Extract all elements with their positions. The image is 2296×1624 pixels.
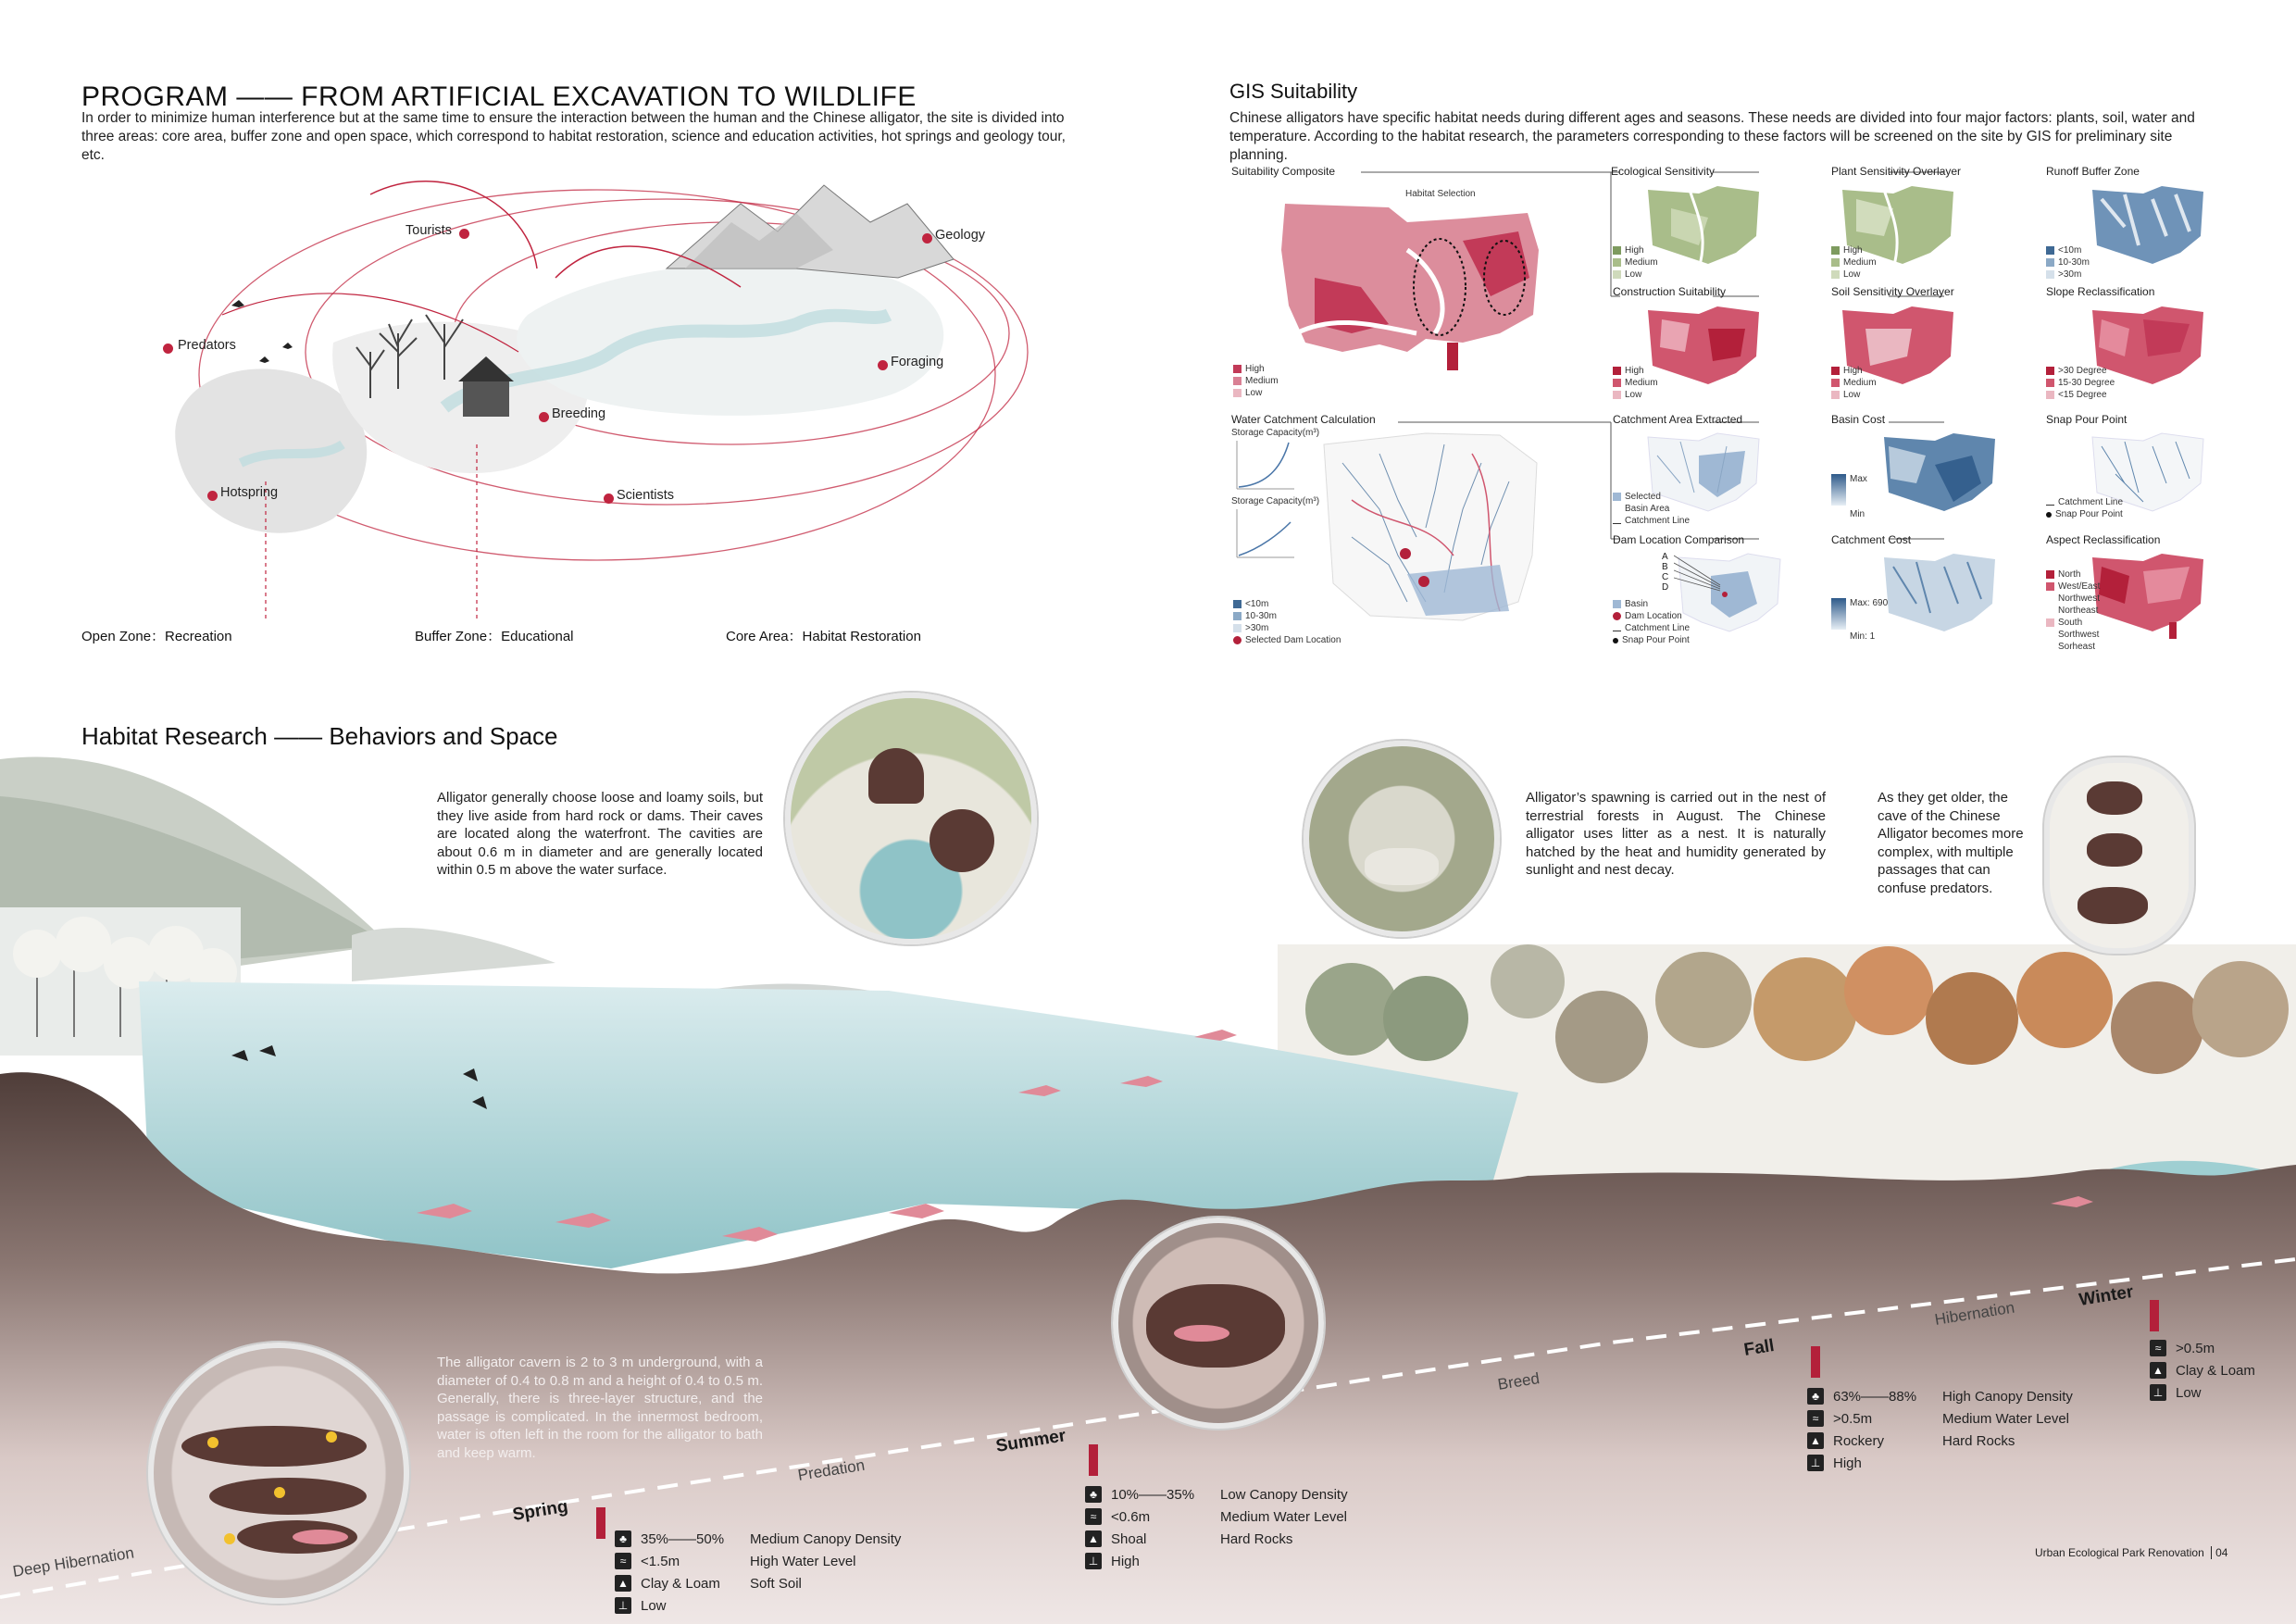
map-title-catchment-cost: Catchment Cost: [1831, 533, 1912, 546]
gis-title: GIS Suitability: [1229, 80, 1358, 103]
map-title-slope: Slope Reclassification: [2046, 285, 2155, 298]
scientists-label: Scientists: [617, 488, 675, 503]
dam-legend: Basin Dam Location Catchment Line Snap Pour Point: [1613, 598, 1690, 646]
open-zone-label: Open Zone：Recreation: [81, 629, 232, 644]
season-winter: Winter: [2078, 1281, 2135, 1310]
program-description: In order to minimize human interference but at the same time to ensure the interaction between the human and the Chinese alligator, the site is divided into three areas: core area, buffer zone and open space, which correspond to habitat restoration, science and education activities, hot springs and geology tour, etc.: [81, 110, 1066, 163]
catchment-cost-map: [1879, 548, 2000, 641]
soil-icon: ▲: [1085, 1530, 1102, 1547]
soil-legend: High Medium Low: [1831, 365, 1877, 401]
complex-cave-magnifier: [2044, 757, 2194, 954]
summer-marker: [1089, 1444, 1098, 1476]
temperature-icon: ⊥: [1807, 1455, 1824, 1471]
map-title-dam: Dam Location Comparison: [1613, 533, 1745, 546]
temperature-icon: ⊥: [2150, 1384, 2166, 1401]
tree-icon: ♣: [1085, 1486, 1102, 1503]
storage-capacity-label-2: Storage Capacity(m³): [1231, 496, 1320, 506]
map-title-snap: Snap Pour Point: [2046, 413, 2128, 426]
footer: [2035, 1546, 2227, 1559]
scientists-dot: [604, 493, 614, 504]
map-title-catchment-area: Catchment Area Extracted: [1613, 413, 1743, 426]
breeding-label: Breeding: [552, 406, 606, 421]
breeding-cave-magnifier: [1113, 1218, 1324, 1429]
water-legend: <10m 10-30m >30m Selected Dam Location: [1233, 598, 1341, 646]
older-cave-description: As they get older, the cave of the Chinese Alligator becomes more complex, with multiple passages that can confuse predators.: [1878, 790, 2024, 896]
hotspring-dot: [207, 491, 218, 501]
temperature-icon: ⊥: [615, 1597, 631, 1614]
construction-suitability-map: [1643, 301, 1764, 394]
ecological-legend: High Medium Low: [1613, 244, 1658, 281]
summer-attributes: ♣ 10%——35% Low Canopy Density ≈ <0.6m Medium Water Level ▲ Shoal Hard Rocks ⊥ High: [1085, 1483, 1348, 1572]
basin-cost-max: Max: [1850, 474, 1867, 484]
footer-page-number: 04: [2211, 1546, 2227, 1559]
map-title-construction: Construction Suitability: [1613, 285, 1727, 298]
composite-legend: High Medium Low: [1233, 363, 1279, 399]
season-fall: Fall: [1742, 1336, 1776, 1360]
soil-icon: ▲: [2150, 1362, 2166, 1379]
map-title-ecological: Ecological Sensitivity: [1611, 165, 1716, 178]
catchment-area-legend: Selected Basin Area Catchment Line: [1613, 491, 1690, 527]
cave-entrance-magnifier: [785, 693, 1037, 944]
program-title: PROGRAM —— FROM ARTIFICIAL EXCAVATION TO WILDLIFE: [81, 81, 917, 112]
spawning-nest-magnifier: [1304, 741, 1500, 937]
basin-cost-gradient: [1831, 474, 1846, 506]
underground-cavern-magnifier: [148, 1343, 409, 1604]
core-area-label: Core Area：Habitat Restoration: [726, 629, 921, 644]
map-title-soil: Soil Sensitivity Overlayer: [1831, 285, 1954, 298]
ecological-sensitivity-map: [1643, 181, 1764, 273]
water-catchment-map: [1315, 426, 1546, 639]
footer-project: Urban Ecological Park Renovation: [2035, 1546, 2204, 1559]
cavern-description: The alligator cavern is 2 to 3 m underground, with a diameter of 0.4 to 0.8 m and a height of 0.4 to 0.5 m. Generally, there is three-layer structure, and the passage is complicated. In the innermost bedroom, water is often left in the room for the alligator to bath and keep warm.: [437, 1355, 763, 1461]
winter-attributes: ≈ >0.5m ▲ Clay & Loam ⊥ Low: [2150, 1337, 2285, 1404]
predators-dot: [163, 344, 173, 354]
tourists-dot: [459, 229, 469, 239]
cave-description: Alligator generally choose loose and loamy soils, but they live aside from hard rock or dams. Their caves are located along the waterfront. The cavities are about 0.6 m in diameter and are generally located within 0.5 m above the water surface.: [437, 790, 763, 878]
dam-location-map: [1674, 548, 1785, 641]
spring-marker: [596, 1507, 605, 1539]
plant-legend: High Medium Low: [1831, 244, 1877, 281]
aspect-legend: North West/East Northwest Northeast South Sorthwest Sorheast: [2046, 568, 2100, 653]
water-level-icon: ≈: [2150, 1340, 2166, 1356]
basin-cost-map: [1879, 428, 2000, 520]
runoff-legend: <10m 10-30m >30m: [2046, 244, 2090, 281]
storage-capacity-label-1: Storage Capacity(m³): [1231, 428, 1320, 438]
water-level-icon: ≈: [1085, 1508, 1102, 1525]
breeding-dot: [539, 412, 549, 422]
construction-legend: High Medium Low: [1613, 365, 1658, 401]
fall-marker: [1811, 1346, 1820, 1378]
hotspring-label: Hotspring: [220, 485, 279, 500]
spring-attributes: ♣ 35%——50% Medium Canopy Density ≈ <1.5m High Water Level ▲ Clay & Loam Soft Soil ⊥ Low: [615, 1528, 901, 1617]
geology-label: Geology: [935, 228, 986, 243]
spawning-description: Alligator’s spawning is carried out in the nest of terrestrial forests in August. The Chinese alligator uses litter as a nest. It is naturally hatched by the heat and humidity generated by sunlight and nest decay.: [1526, 790, 1826, 878]
composite-title: Suitability Composite: [1231, 165, 1336, 178]
temperature-icon: ⊥: [1085, 1553, 1102, 1569]
runoff-buffer-map: [2088, 181, 2208, 273]
water-level-icon: ≈: [1807, 1410, 1824, 1427]
season-spring: Spring: [511, 1496, 569, 1525]
foraging-label: Foraging: [891, 355, 944, 369]
slope-legend: >30 Degree 15-30 Degree <15 Degree: [2046, 365, 2115, 401]
dam-abcd-labels: A B C D: [1662, 552, 1669, 593]
snap-legend: Catchment Line Snap Pour Point: [2046, 496, 2123, 520]
fall-attributes: ♣ 63%——88% High Canopy Density ≈ >0.5m Medium Water Level ▲ Rockery Hard Rocks ⊥ High: [1807, 1385, 2073, 1474]
foraging-dot: [878, 360, 888, 370]
phase-deep-hibernation: Deep Hibernation: [11, 1543, 136, 1580]
catchment-cost-gradient: [1831, 598, 1846, 630]
catchment-cost-min: Min: 1: [1850, 631, 1876, 642]
map-title-runoff: Runoff Buffer Zone: [2046, 165, 2140, 178]
winter-marker: [2150, 1300, 2159, 1331]
phase-hibernation: Hibernation: [1933, 1298, 2016, 1329]
map-title-basin-cost: Basin Cost: [1831, 413, 1886, 426]
predators-label: Predators: [178, 338, 236, 353]
habitat-title: Habitat Research —— Behaviors and Space: [81, 722, 558, 750]
geology-dot: [922, 233, 932, 244]
map-title-aspect: Aspect Reclassification: [2046, 533, 2161, 546]
soil-icon: ▲: [615, 1575, 631, 1592]
season-summer: Summer: [994, 1426, 1067, 1456]
tree-icon: ♣: [1807, 1388, 1824, 1405]
habitat-selection-label: Habitat Selection: [1405, 189, 1476, 199]
phase-predation: Predation: [796, 1455, 867, 1484]
buffer-zone-label: Buffer Zone：Educational: [415, 629, 574, 644]
phase-breed: Breed: [1496, 1369, 1541, 1393]
water-level-icon: ≈: [615, 1553, 631, 1569]
catchment-cost-max: Max: 690: [1850, 598, 1889, 608]
soil-icon: ▲: [1807, 1432, 1824, 1449]
basin-cost-min: Min: [1850, 509, 1866, 519]
tree-icon: ♣: [615, 1530, 631, 1547]
water-catchment-title: Water Catchment Calculation: [1231, 413, 1376, 426]
gis-description: Chinese alligators have specific habitat needs during different ages and seasons. These needs are divided into four major factors: plants, soil, water and temperature. According to the habitat research, the parameters corresponding to these factors will be screened on the site by GIS for preliminary site planning.: [1229, 110, 2195, 163]
storage-capacity-charts: [1233, 437, 1298, 567]
map-title-plant: Plant Sensitivity Overlayer: [1831, 165, 1962, 178]
tourists-label: Tourists: [406, 223, 452, 238]
aspect-reclassification-map: [2088, 548, 2208, 641]
